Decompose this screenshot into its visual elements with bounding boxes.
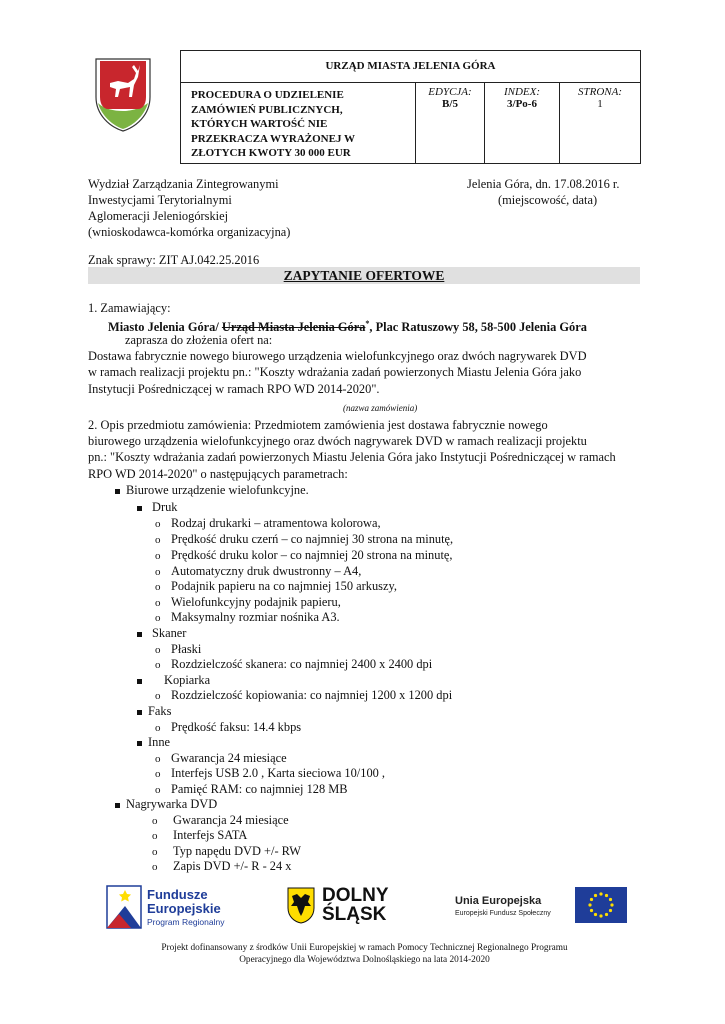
list-item: o Rozdzielczość kopiowania: co najmniej 1200 x 1200 dpi: [155, 688, 453, 702]
buyer-line: Miasto Jelenia Góra/ Urząd Miasta Jelenia Góra*, Plac Ratuszowy 58, 58-500 Jelenia Góra: [108, 319, 587, 335]
list-item: Kopiarka: [137, 672, 210, 688]
list-item: o Interfejs USB 2.0 , Karta sieciowa 10/100 ,: [155, 766, 386, 780]
place-date-note: (miejscowość, data): [498, 193, 598, 207]
list-item: o Interfejs SATA: [152, 828, 248, 842]
edition-cell: EDYCJA: B/5: [416, 83, 485, 164]
city-crest-logo: [92, 53, 154, 133]
footer-line: Operacyjnego dla Województwa Dolnośląskiego na lata 2014-2020: [239, 955, 490, 965]
eu-flag-icon: [575, 887, 627, 923]
procedure-title: PROCEDURA O UDZIELENIE ZAMÓWIEŃ PUBLICZNYCH, KTÓRYCH WARTOŚĆ NIE PRZEKRACZA WYRAŻONEJ W ZŁOTYCH KWOTY 30 000 EUR: [181, 83, 416, 164]
subject-line: Instytucji Pośredniczącej w ramach RPO WD 2014-2020".: [88, 382, 380, 396]
section2-line: 2. Opis przedmiotu zamówienia: Przedmiotem zamówienia jest dostawa fabrycznie nowego: [88, 418, 548, 432]
list-item: Biurowe urządzenie wielofunkcyjne.: [115, 482, 309, 498]
list-item: o Maksymalny rozmiar nośnika A3.: [155, 610, 340, 624]
unia-europejska-logo: Unia Europejska Europejski Fundusz Społeczny: [455, 887, 630, 925]
list-item: o Prędkość druku czerń – co najmniej 30 strona na minutę,: [155, 532, 454, 546]
list-item: o Typ napędu DVD +/- RW: [152, 844, 301, 858]
list-item: Inne: [137, 734, 170, 750]
place-date: Jelenia Góra, dn. 17.08.2016 r.: [467, 177, 620, 191]
invite-text: zaprasza do złożenia ofert na:: [125, 333, 273, 347]
list-item: o Wielofunkcyjny podajnik papieru,: [155, 595, 341, 609]
list-item: o Gwarancja 24 miesiące: [152, 813, 289, 827]
page-cell: STRONA: 1: [560, 83, 641, 164]
section2-line: RPO WD 2014-2020" o następujących parametrach:: [88, 467, 348, 481]
subject-line: w ramach realizacji projektu pn.: "Koszty wdrażania zadań powierzonych Miastu Jelenia Góra jako: [88, 365, 582, 379]
fe-flag-icon: [105, 884, 143, 930]
list-item: o Automatyczny druk dwustronny – A4,: [155, 564, 362, 578]
list-item: Druk: [137, 499, 177, 515]
list-item: Faks: [137, 703, 171, 719]
list-item: o Prędkość druku kolor – co najmniej 20 strona na minutę,: [155, 548, 453, 562]
case-number: Znak sprawy: ZIT AJ.042.25.2016: [88, 253, 260, 267]
sender-line: Wydział Zarządzania Zintegrowanymi: [88, 177, 279, 191]
eagle-shield-icon: [286, 886, 316, 924]
subject-line: Dostawa fabrycznie nowego biurowego urządzenia wielofunkcyjnego oraz dwóch nagrywarek DVD: [88, 349, 587, 363]
list-item: o Rozdzielczość skanera: co najmniej 2400 x 2400 dpi: [155, 657, 433, 671]
header-table: [180, 50, 641, 164]
office-name: URZĄD MIASTA JELENIA GÓRA: [181, 51, 641, 83]
list-item: o Podajnik papieru na co najmniej 150 arkuszy,: [155, 579, 397, 593]
footer: [88, 942, 641, 966]
section2-line: pn.: "Koszty wdrażania zadań powierzonych Miastu Jelenia Góra jako Instytucji Pośredniczącej w ramach: [88, 450, 616, 464]
sender-line: Inwestycjami Terytorialnymi: [88, 193, 232, 207]
list-item: o Płaski: [155, 642, 202, 656]
list-item: Nagrywarka DVD: [115, 796, 217, 812]
list-item: o Prędkość faksu: 14.4 kbps: [155, 720, 302, 734]
sender-line: (wnioskodawca-komórka organizacyjna): [88, 225, 291, 239]
footer-line: Projekt dofinansowany z środków Unii Europejskiej w ramach Pomocy Technicznej Regionalnego Programu: [161, 943, 568, 953]
fundusze-europejskie-logo: Fundusze Europejskie Program Regionalny: [105, 884, 245, 930]
document-title: ZAPYTANIE OFERTOWE: [88, 267, 640, 284]
subject-note: (nazwa zamówienia): [343, 403, 418, 413]
list-item: o Gwarancja 24 miesiące: [155, 751, 287, 765]
index-cell: INDEX: 3/Po-6: [485, 83, 560, 164]
dolny-slask-logo: DOLNY ŚLĄSK: [286, 886, 401, 926]
section2-line: biurowego urządzenia wielofunkcyjnego oraz dwóch nagrywarek DVD w ramach realizacji projektu: [88, 434, 587, 448]
section1-heading: 1. Zamawiający:: [88, 301, 171, 315]
sender-line: Aglomeracji Jeleniogórskiej: [88, 209, 229, 223]
list-item: o Zapis DVD +/- R - 24 x: [152, 859, 292, 873]
list-item: o Rodzaj drukarki – atramentowa kolorowa,: [155, 516, 381, 530]
list-item: Skaner: [137, 625, 186, 641]
list-item: o Pamięć RAM: co najmniej 128 MB: [155, 782, 348, 796]
